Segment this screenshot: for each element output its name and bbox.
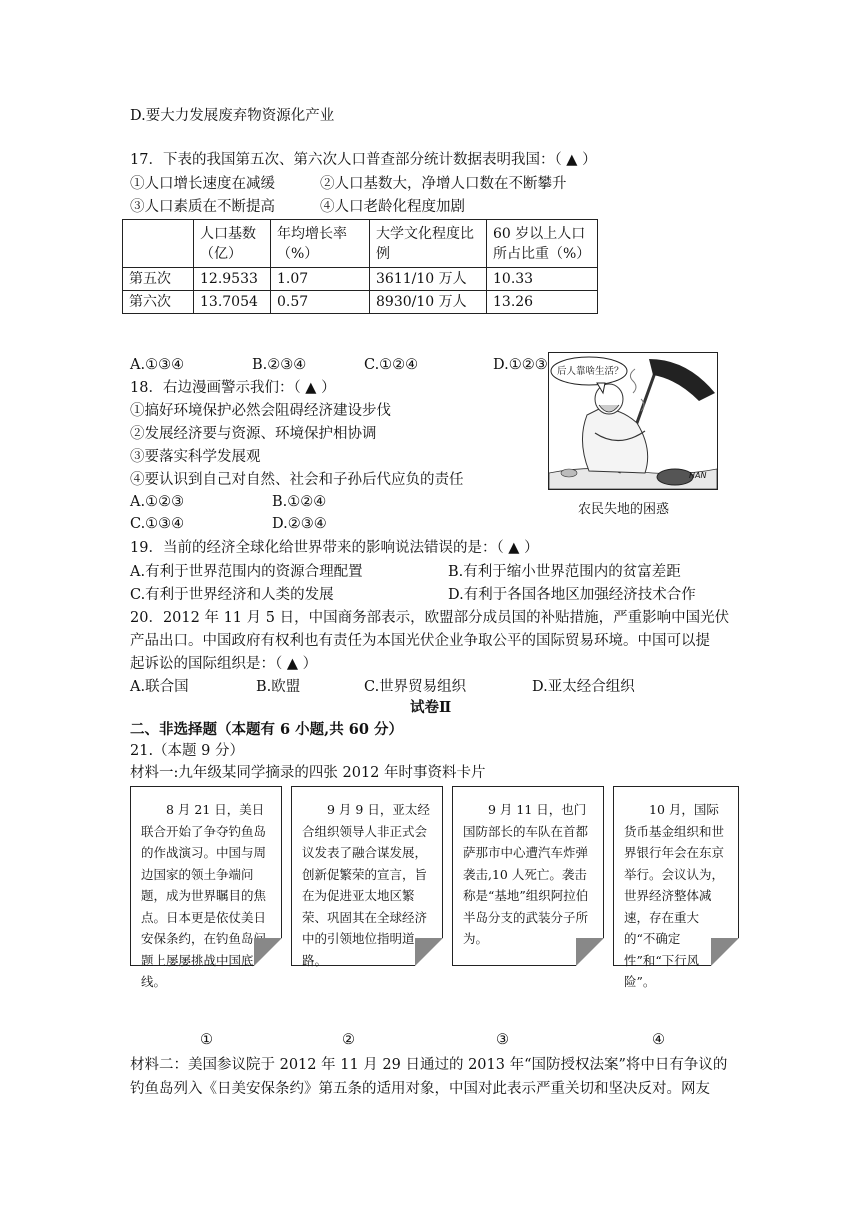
q18-opt2: ②发展经济要与资源、环境保护相协调 bbox=[130, 426, 377, 442]
news-card-text: 8 月 21 日，美日联合开始了争夺钓鱼岛的作战演习。中国与周边国家的领土争端问题，成为世界瞩目的焦点。日本更是依仗美日安保条约，在钓鱼岛问题上屡屡挑战中国底线。 bbox=[141, 802, 267, 989]
census-table bbox=[122, 219, 598, 314]
q21-material1: 材料一:九年级某同学摘录的四张 2012 年时事资料卡片 bbox=[130, 765, 486, 781]
table-cell: 13.26 bbox=[487, 291, 598, 314]
news-card-1 bbox=[130, 786, 282, 989]
q16-option-d: D.要大力发展废弃物资源化产业 bbox=[130, 108, 335, 124]
q18-choice-b: B.①②④ bbox=[272, 494, 327, 510]
q17-choice-d: D.①②③ bbox=[493, 357, 548, 373]
news-card-text: 9 月 9 日，亚太经合组织领导人非正式会议发表了融合谋发展，创新促繁荣的宣言，旨在为促进亚太地区繁荣、巩固其在全球经济中的引领地位指明道路。 bbox=[302, 802, 430, 968]
card-fold-corner bbox=[576, 938, 604, 966]
card-number-2: ② bbox=[342, 1032, 355, 1048]
q20-line1: 20．2012 年 11 月 5 日，中国商务部表示，欧盟部分成员国的补贴措施，严重影响中国光伏 bbox=[130, 610, 730, 626]
q21-stem: 21.（本题 9 分） bbox=[130, 743, 245, 759]
news-card-3 bbox=[452, 786, 604, 966]
q17-opt2: ②人口基数大，净增人口数在不断攀升 bbox=[320, 176, 567, 192]
table-header-growth: 年均增长率（%） bbox=[271, 220, 370, 268]
card-number-4: ④ bbox=[652, 1032, 665, 1048]
q19-choice-c: C.有利于世界经济和人类的发展 bbox=[130, 587, 334, 603]
card-fold-corner bbox=[254, 938, 282, 966]
table-header-college: 大学文化程度比例 bbox=[370, 220, 487, 268]
q20-choice-b: B.欧盟 bbox=[256, 679, 301, 695]
q17-opt1: ①人口增长速度在减缓 bbox=[130, 176, 275, 192]
card-number-1: ① bbox=[200, 1032, 213, 1048]
q20-choice-d: D.亚太经合组织 bbox=[532, 679, 635, 695]
table-cell: 8930/10 万人 bbox=[370, 291, 487, 314]
q17-choice-a: A.①③④ bbox=[130, 357, 185, 373]
card-fold-corner bbox=[415, 938, 443, 966]
table-cell: 13.7054 bbox=[194, 291, 271, 314]
q19-choice-d: D.有利于各国各地区加强经济技术合作 bbox=[448, 587, 696, 603]
news-card-text: 9 月 11 日，也门国防部长的车队在首都萨那市中心遭汽车炸弹袭击,10 人死亡。袭击称是“基地”组织阿拉伯半岛分支的武装分子所为。 bbox=[463, 802, 589, 946]
q17-opt3: ③人口素质在不断提高 bbox=[130, 199, 275, 215]
q21-material2-line2: 钓鱼岛列入《日美安保条约》第五条的适用对象，中国对此表示严重关切和坚决反对。网友 bbox=[130, 1081, 710, 1097]
q17-stem: 17．下表的我国第五次、第六次人口普查部分统计数据表明我国：（ ▲ ） bbox=[130, 152, 597, 168]
q17-choice-b: B.②③④ bbox=[252, 357, 307, 373]
table-header-empty bbox=[123, 220, 194, 268]
table-cell: 0.57 bbox=[271, 291, 370, 314]
table-cell: 1.07 bbox=[271, 268, 370, 291]
table-cell: 第六次 bbox=[123, 291, 194, 314]
q19-choice-b: B.有利于缩小世界范围内的贫富差距 bbox=[448, 564, 681, 580]
cartoon-caption: 农民失地的困惑 bbox=[578, 502, 670, 517]
table-cell: 10.33 bbox=[487, 268, 598, 291]
q18-opt3: ③要落实科学发展观 bbox=[130, 449, 261, 465]
card-number-3: ③ bbox=[496, 1032, 509, 1048]
table-header-elderly: 60 岁以上人口所占比重（%） bbox=[487, 220, 598, 268]
card-fold-corner bbox=[711, 938, 739, 966]
q18-stem: 18．右边漫画警示我们：（ ▲ ） bbox=[130, 380, 336, 396]
q18-opt4: ④要认识到自己对自然、社会和子孙后代应负的责任 bbox=[130, 472, 464, 488]
table-row bbox=[123, 291, 598, 314]
news-card-text: 10 月，国际货币基金组织和世界银行年会在东京举行。会议认为，世界经济整体减速，存在重大的“不确定性”和“下行风险”。 bbox=[624, 802, 725, 989]
q18-choice-c: C.①③④ bbox=[130, 516, 185, 532]
farmer-cartoon bbox=[548, 352, 718, 490]
cartoon-signature: HAN bbox=[689, 471, 707, 480]
q19-choice-a: A.有利于世界范围内的资源合理配置 bbox=[130, 564, 363, 580]
q18-choice-d: D.②③④ bbox=[272, 516, 327, 532]
table-cell: 3611/10 万人 bbox=[370, 268, 487, 291]
news-card-2 bbox=[291, 786, 443, 966]
table-row bbox=[123, 268, 598, 291]
q20-line3: 起诉讼的国际组织是：（ ▲ ） bbox=[130, 656, 318, 672]
q17-opt4: ④人口老龄化程度加剧 bbox=[320, 199, 465, 215]
q18-choice-a: A.①②③ bbox=[130, 494, 185, 510]
paper2-title: 试卷Ⅱ bbox=[410, 699, 452, 716]
news-card-4 bbox=[613, 786, 739, 989]
q20-choice-a: A.联合国 bbox=[130, 679, 189, 695]
q19-stem: 19．当前的经济全球化给世界带来的影响说法错误的是：（ ▲ ） bbox=[130, 540, 539, 556]
q21-material2-line1: 材料二：美国参议院于 2012 年 11 月 29 日通过的 2013 年“国防授权法案”将中日有争议的 bbox=[130, 1057, 728, 1073]
table-cell: 第五次 bbox=[123, 268, 194, 291]
table-cell: 12.9533 bbox=[194, 268, 271, 291]
table-header-population: 人口基数（亿） bbox=[194, 220, 271, 268]
cartoon-bubble-text: 后人靠啥生活？ bbox=[557, 366, 624, 377]
q20-line2: 产品出口。中国政府有权利也有责任为本国光伏企业争取公平的国际贸易环境。中国可以提 bbox=[130, 633, 710, 649]
q18-opt1: ①搞好环境保护必然会阻碍经济建设步伐 bbox=[130, 403, 391, 419]
q20-choice-c: C.世界贸易组织 bbox=[364, 679, 467, 695]
section2-title: 二、非选择题（本题有 6 小题,共 60 分） bbox=[130, 721, 404, 738]
q17-choice-c: C.①②④ bbox=[364, 357, 419, 373]
